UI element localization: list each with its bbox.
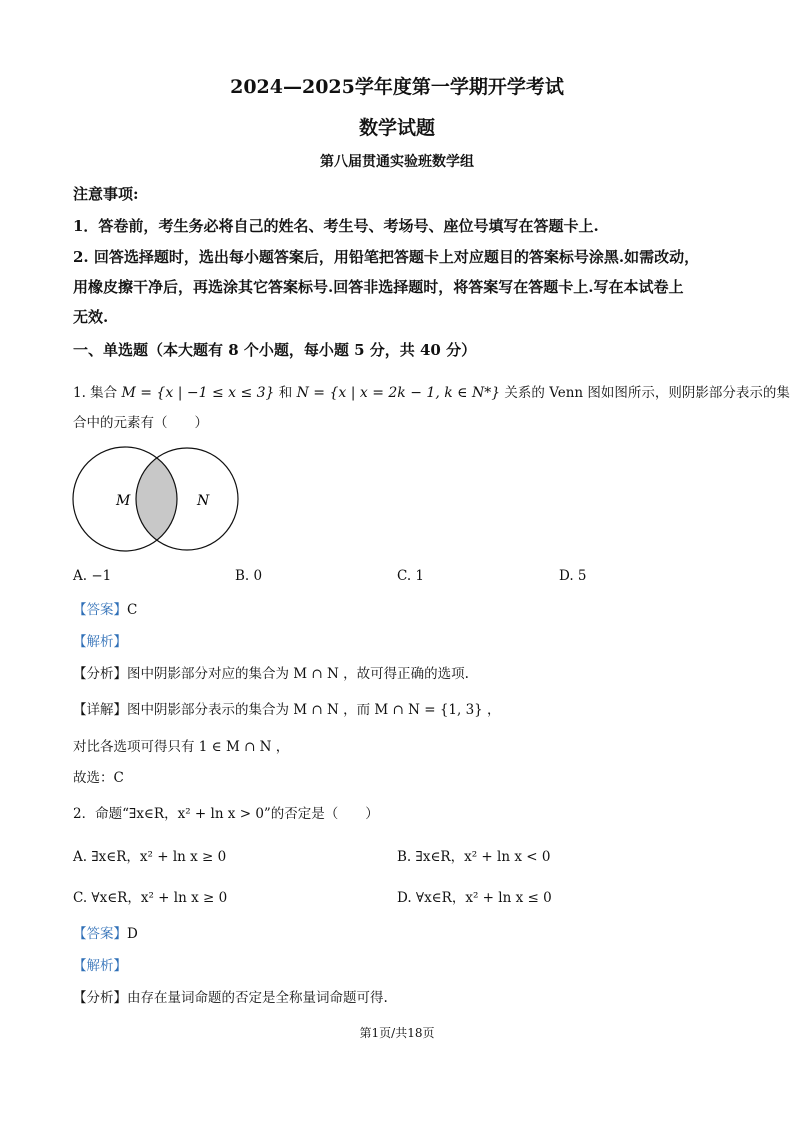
fenxi-tag: 【分析】 [73, 990, 127, 1006]
author-line: 第八届贯通实验班数学组 [320, 154, 474, 170]
q1-stem-line-1 [73, 381, 790, 401]
q2-option-b[interactable]: B. ∃x∈R，x² + ln x < 0 [397, 849, 551, 865]
notice-item-1: 1．答卷前，考生务必将自己的姓名、考生号、考场号、座位号填写在答题卡上. [73, 217, 599, 235]
q1-option-c[interactable]: C. 1 [397, 568, 425, 584]
fenxi-text: 图中阴影部分对应的集合为 M ∩ N ，故可得正确的选项. [127, 666, 469, 682]
q1-fenxi [73, 662, 469, 682]
q1-stem-line-2: 合中的元素有（ ） [73, 415, 208, 431]
q2-option-a[interactable]: A. ∃x∈R，x² + ln x ≥ 0 [73, 849, 227, 865]
answer-value: D [127, 926, 138, 942]
notice-item-2-line-2: 用橡皮擦干净后，再选涂其它答案标号.回答非选择题时，将答案写在答题卡上.写在本试卷上 [73, 278, 684, 296]
q2-option-d[interactable]: D. ∀x∈R，x² + ln x ≤ 0 [397, 890, 552, 906]
notice-item-2-line-3: 无效. [73, 308, 109, 326]
q2-answer [73, 922, 138, 942]
page-number: 第1页/共18页 [359, 1026, 435, 1040]
q2-stem: 2．命题“∃x∈R，x² + ln x > 0”的否定是（ ） [73, 806, 379, 822]
answer-value: C [127, 602, 138, 618]
q1-number: 1. 集合 [73, 385, 118, 401]
fenxi-text: 由存在量词命题的否定是全称量词命题可得. [127, 990, 388, 1006]
q2-option-c[interactable]: C. ∀x∈R，x² + ln x ≥ 0 [73, 890, 228, 906]
xiangjie-text: 图中阴影部分表示的集合为 M ∩ N ，而 M ∩ N = {1, 3} ， [127, 702, 501, 718]
q1-stem-rest: 关系的 Venn 图如图所示，则阴影部分表示的集 [504, 385, 790, 401]
q1-option-b[interactable]: B. 0 [235, 568, 263, 584]
q1-option-a[interactable]: A. −1 [73, 568, 112, 584]
answer-tag: 【答案】 [73, 926, 127, 942]
q2-fenxi [73, 986, 388, 1006]
q1-compare-line: 对比各选项可得只有 1 ∈ M ∩ N ， [73, 739, 290, 755]
q1-conclusion: 故选：C [73, 770, 124, 786]
answer-tag: 【答案】 [73, 602, 127, 618]
q1-answer [73, 598, 137, 618]
q1-xiangjie [73, 698, 501, 718]
q1-and: 和 [278, 385, 293, 401]
venn-diagram [70, 444, 250, 556]
section-heading: 一、单选题（本大题有 8 个小题，每小题 5 分，共 40 分） [73, 341, 477, 359]
subject-title: 数学试题 [358, 117, 435, 139]
xiangjie-tag: 【详解】 [73, 702, 127, 718]
venn-label-n: N [197, 493, 210, 509]
q1-option-d[interactable]: D. 5 [559, 568, 587, 584]
notice-heading: 注意事项: [73, 185, 139, 203]
q1-set-m: M = {x | −1 ≤ x ≤ 3} [121, 385, 275, 401]
q1-set-n: N = {x | x = 2k − 1, k ∈ N*} [296, 385, 501, 401]
exam-title: 2024—2025学年度第一学期开学考试 [230, 76, 564, 98]
fenxi-tag: 【分析】 [73, 666, 127, 682]
notice-item-2-line-1: 2. 回答选择题时，选出每小题答案后，用铅笔把答题卡上对应题目的答案标号涂黑.如需改动， [73, 248, 700, 266]
venn-label-m: M [116, 493, 131, 509]
q2-analysis-tag: 【解析】 [73, 958, 127, 974]
q1-analysis-tag: 【解析】 [73, 634, 127, 650]
